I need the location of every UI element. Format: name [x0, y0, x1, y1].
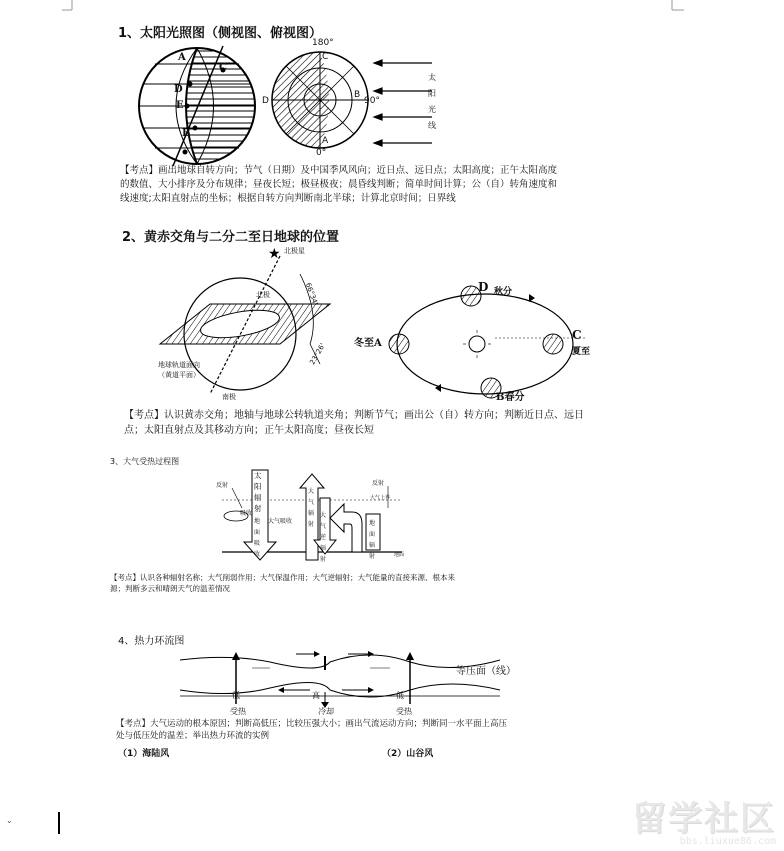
orbit-label-b: B春分 — [496, 392, 525, 403]
obliquity-orbit-label: 地球轨道面向 — [158, 361, 200, 369]
section2-note-line2: 点；太阳直射点及其移动方向；正午太阳高度；昼夜长短 — [124, 425, 374, 436]
atm-reflect1-label: 反射 — [216, 482, 229, 489]
text-cursor — [58, 812, 60, 834]
sun-label-3: 光 — [428, 105, 436, 114]
orbit-label-c-text: 夏至 — [572, 347, 591, 357]
atm-counter-label: 大气逆辐射 — [320, 512, 327, 563]
svg-text:★: ★ — [268, 246, 281, 262]
top-label-90: 90° — [364, 96, 380, 106]
obliquity-orbit-label2: （黄道平面） — [158, 371, 200, 379]
thermal-heat2-label: 受热 — [396, 707, 412, 716]
atm-ground-absorb-label: 地面吸收 — [254, 518, 261, 558]
section1-note-line1: 【考点】画出地球自转方向；节气（日期）及中国季风风向；近日点、远日点；太阳高度；正午太阳高度 — [120, 165, 558, 176]
section2-heading: 2、黄赤交角与二分二至日地球的位置 — [122, 230, 340, 245]
side-label-b: B — [182, 128, 191, 139]
section3-heading: 3、大气受热过程图 — [110, 457, 180, 466]
obliquity-angle-label: 66°34' — [303, 281, 320, 307]
atm-absorb-label: 吸收 — [240, 510, 253, 517]
thermal-heat1-label: 受热 — [230, 707, 246, 716]
orbit-label-a: 冬至A — [354, 338, 382, 349]
page-marker: ⌄ — [6, 816, 13, 825]
obliquity-angle2-label: 23°26' — [308, 341, 327, 367]
orbit-label-d-text: 秋分 — [494, 287, 513, 297]
section3-note-line2: 源；判断多云和晴朗天气的温差情况 — [110, 584, 230, 593]
side-label-e: E — [176, 100, 184, 111]
atm-top-label: 大气上界 — [370, 495, 391, 501]
obliquity-star-label: 北极星 — [284, 247, 305, 255]
section4-heading: 4、热力环流图 — [118, 636, 185, 647]
section4-sub1: （1）海陆风 — [118, 749, 170, 759]
side-label-c: C — [219, 62, 227, 73]
side-label-a: A — [178, 52, 186, 63]
thermal-low1-label: 低 — [232, 691, 240, 700]
top-label-c: C — [322, 52, 329, 62]
site-watermark — [632, 791, 776, 847]
watermark-logo-text: 留学社区 — [632, 799, 776, 839]
section4-note-line2: 处与低压处的温差；举出热力环流的实例 — [116, 731, 270, 741]
top-label-a: A — [322, 136, 329, 146]
atm-reflect2-label: 反射 — [372, 480, 385, 487]
section4-note — [116, 718, 616, 742]
section1-note-line2: 的数值、大小排序及分布规律；昼夜长短；极昼极夜；晨昏线判断；简单时间计算；公（自）转角速度和 — [120, 179, 558, 190]
top-label-180: 180° — [312, 38, 334, 48]
sun-label-4: 线 — [428, 121, 436, 130]
atm-ground-radiation-label: 地面辐射 — [369, 520, 376, 560]
section4-sub2: （2）山谷风 — [382, 749, 434, 759]
top-label-b: B — [354, 90, 361, 100]
section3-note — [110, 572, 570, 594]
obliquity-north-label: 北极 — [256, 291, 270, 299]
atm-radiation-label: 大气辐射 — [308, 488, 315, 528]
top-label-0: 0° — [316, 148, 327, 158]
orbit-label-d: D — [478, 280, 489, 294]
orbit-label-c: C — [572, 328, 582, 342]
section4-note-line1: 【考点】大气运动的根本原因；判断高低压；比较压强大小；画出气流运动方向；判断同一水平面上高压 — [116, 719, 508, 729]
sunlight-side-view-diagram — [135, 42, 265, 172]
top-label-d: D — [262, 96, 269, 106]
sun-label-2: 阳 — [428, 89, 436, 98]
obliquity-diagram — [150, 244, 350, 404]
orbit-diagram — [385, 278, 595, 408]
obliquity-south-label: 南极 — [222, 393, 236, 401]
section1-heading: 1、太阳光照图（侧视图、俯视图） — [118, 26, 323, 41]
side-label-d: D — [174, 84, 183, 95]
atm-solar-label: 太阳辐射 — [254, 471, 262, 513]
section3-note-line1: 【考点】认识各种辐射名称；大气削弱作用；大气保温作用；大气逆辐射；大气能量的直接来源、根本来 — [110, 573, 455, 582]
thermal-low2-label: 低 — [396, 691, 404, 700]
thermal-cool-label: 冷却 — [318, 707, 334, 716]
section2-note-line1: 【考点】认识黄赤交角；地轴与地球公转轨道夹角；判断节气；画出公（自）转方向；判断近日点、远日 — [124, 410, 584, 421]
watermark-url: bbs.liuxue86.com — [679, 836, 776, 847]
thermal-high-label: 高 — [312, 691, 320, 700]
sun-label-1: 太 — [428, 73, 436, 82]
page-corner-marks — [0, 0, 784, 20]
atm-ground-label: 地面 — [394, 552, 405, 558]
section1-note-line3: 线速度;太阳直射点的坐标；根据自转方向判断南北半球；计算北京时间；日界线 — [120, 193, 456, 204]
section2-note — [124, 408, 664, 438]
atm-atm-absorb-label: 大气吸收 — [268, 518, 293, 525]
thermal-isobar-label: 等压面（线） — [456, 666, 516, 677]
thermal-circulation-diagram — [170, 648, 510, 708]
section1-note — [120, 164, 640, 206]
